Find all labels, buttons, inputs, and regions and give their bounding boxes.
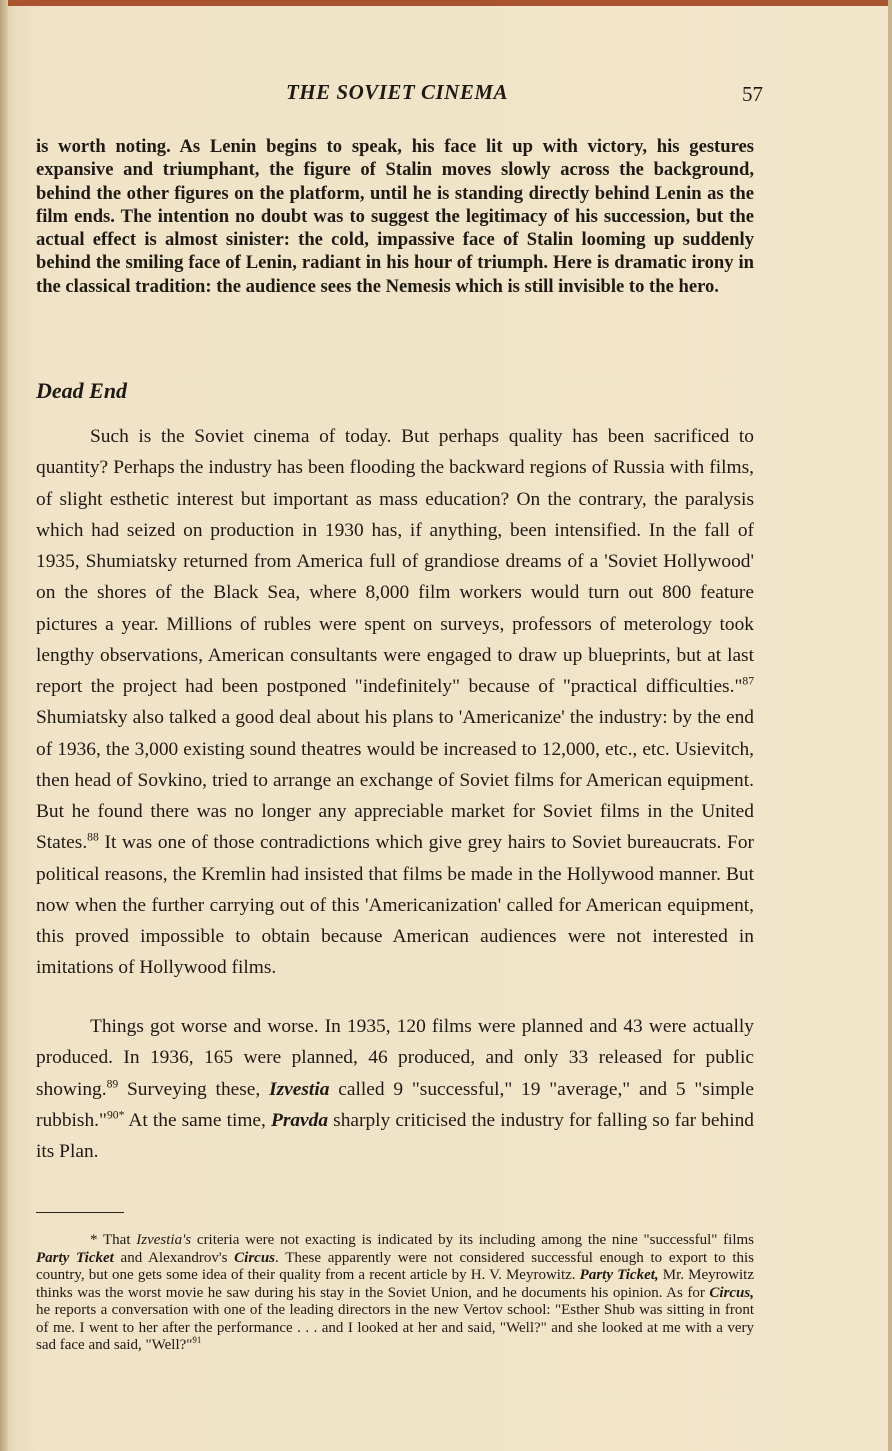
paragraph-things-got-worse: [36, 1011, 754, 1167]
footnote-text: he reports a conversation with one of the leading directors in the new Vertov school: "Esther Shub was sitting in front of me. I went to her after the performance . . . and I looked at her and said, "Well?" and she looked at me with a very sad face and said, "Well?": [36, 1302, 754, 1353]
page-top-edge: [0, 0, 892, 6]
page-number: 57: [742, 82, 763, 106]
footnote-ref-89: 89: [106, 1076, 119, 1090]
footnote-text: and Alexandrov's: [113, 1249, 235, 1266]
section-heading: Dead End: [36, 378, 128, 403]
izvestia-title: Izvestia: [269, 1078, 330, 1100]
footnote-text: Mr. Meyrowitz thinks was the worst movie he saw during his stay in the Soviet Union, and he documents his opinion. As for: [36, 1267, 755, 1301]
footnote-ref-88: 88: [87, 830, 99, 844]
page-right-edge: [888, 0, 892, 1451]
footnote-text: . These apparently were not considered successful enough to export to this country, but one gets some idea of their quality from a recent article by H. V. Meyrowitz.: [36, 1249, 754, 1283]
footnote-ref-90: 90*: [106, 1108, 125, 1122]
footnote-divider: [36, 1212, 124, 1213]
footnote-ref-87: 87: [742, 674, 754, 688]
circus-title: Circus: [234, 1249, 276, 1266]
paragraph-text: Shumiatsky also talked a good deal about his plans to 'Americanize' the industry: by the end of 1936, the 3,000 existing sound theatres would be increased to 12,000, etc., etc. Usievitch, then head of Sovkino, tried to arrange an exchange of Soviet films for American equipment. But he found there was no longer any appreciable market for Soviet films in the United States.: [36, 707, 754, 854]
page-left-edge: [0, 0, 8, 1451]
footnote-text: * That: [90, 1232, 137, 1248]
paragraph-text: At the same time,: [124, 1109, 271, 1131]
paragraph-opening: is worth noting. As Lenin begins to speak, his face lit up with victory, his gestures expansive and triumphant, the figure of Stalin moves slowly across the background, behind the other figures on the platform, until he is standing directly behind Lenin as the film ends. The intention no doubt was to suggest the legitimacy of his succession, but the actual effect is almost sinister: the cold, impassive face of Stalin looming up suddenly behind the smiling face of Lenin, radiant in his hour of triumph. Here is dramatic irony in the classical tradition: the audience sees the Nemesis which is still invisible to the hero.: [36, 136, 754, 297]
paragraph-text: Things got worse and worse. In 1935, 120 films were planned and 43 were actually produced. In 1936, 165 were planned, 46 produced, and only 33 released for public showing.: [36, 1016, 754, 1100]
party-ticket-title: Party Ticket,: [579, 1267, 659, 1283]
paragraph-text: sharply criticised the industry for falling so far behind its Plan.: [36, 1109, 754, 1162]
izvestias-title: Izvestia's: [136, 1232, 192, 1248]
footnote-ref-91: 91: [192, 1335, 202, 1346]
paragraph-text: It was one of those contradictions which give grey hairs to Soviet bureaucrats. For political reasons, the Kremlin had insisted that films be made in the Hollywood manner. But now when the further carrying out of this 'Americanization' called for American equipment, this proved impossible to obtain because American audiences were not interested in imitations of Hollywood films.: [36, 832, 754, 979]
circus-title: Circus,: [709, 1284, 754, 1301]
running-head: THE SOVIET CINEMA: [285, 80, 509, 104]
paragraph-dead-end: [36, 421, 754, 984]
footnote: [36, 1232, 754, 1355]
pravda-title: Pravda: [270, 1109, 329, 1131]
paragraph-text: Such is the Soviet cinema of today. But perhaps quality has been sacrificed to quantity? Perhaps the industry has been flooding the backward regions of Russia with films, of slight esthetic interest but important as mass education? On the contrary, the paralysis which had seized on production in 1930 has, if anything, been intensified. In the fall of 1935, Shumiatsky returned from America full of grandiose dreams of a 'Soviet Hollywood' on the shores of the Black Sea, where 8,000 film workers would turn out 800 feature pictures a year. Millions of rubles were spent on surveys, professors of meterology took lengthy observations, American consultants were engaged to draw up blueprints, but at last report the project had been postponed "indefinitely" because of "practical difficulties.": [36, 426, 754, 697]
paragraph-text: Surveying these,: [118, 1078, 270, 1100]
paragraph-text: called 9 "successful," 19 "average," and 5 "simple rubbish.": [36, 1078, 754, 1131]
party-ticket-title: Party Ticket: [36, 1249, 114, 1266]
footnote-text: criteria were not exacting is indicated by its including among the nine "successful" films: [191, 1232, 755, 1248]
